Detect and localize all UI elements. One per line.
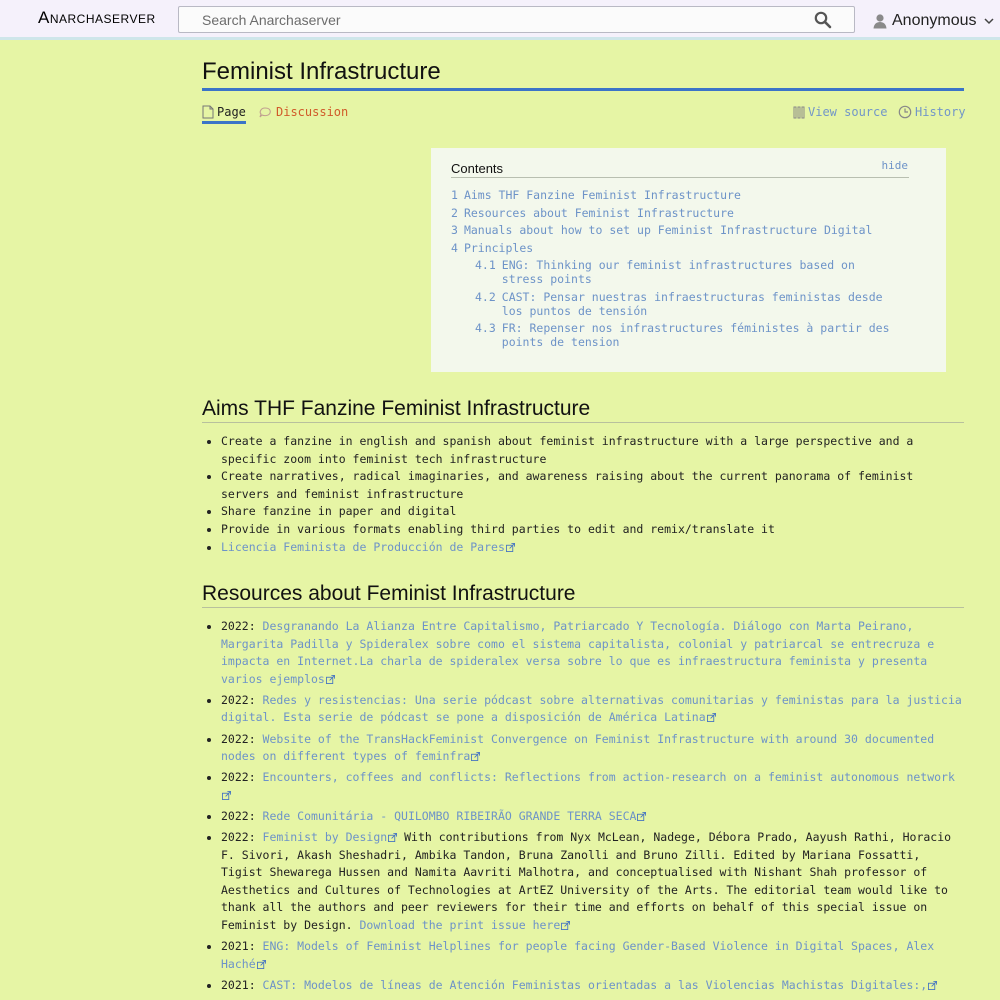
toc-item-label: Aims THF Fanzine Feminist Infrastructure — [463, 188, 741, 202]
user-avatar-icon — [872, 13, 888, 29]
resources-list — [221, 618, 964, 998]
toc-item-label: ENG: Thinking our feminist infrastructures based on stress points — [501, 258, 855, 286]
resource-item — [221, 731, 964, 766]
toc-item-number: 2 — [451, 205, 458, 220]
external-link-icon — [561, 921, 570, 930]
list-item — [221, 539, 964, 557]
toc-divider — [451, 177, 909, 178]
resource-item — [221, 618, 964, 688]
tab-page[interactable] — [202, 102, 246, 124]
tab-discussion[interactable] — [259, 102, 348, 122]
toc-item-label: Manuals about how to set up Feminist Infrastructure Digital — [463, 223, 873, 237]
resource-year: 2022: — [221, 770, 263, 785]
tab-history[interactable] — [898, 102, 966, 122]
resource-link[interactable]: Desgranando La Alianza Entre Capitalismo, Patriarcado Y Tecnología. Diálogo con Marta Peirano, Margarita Padilla y Spideralex sobre como el sistema capitalista, colonial y patriarcal se entrecruza e impacta en Internet.La charla de spideralex versa sobre lo que es infraestructura feminista y presenta varios ejemplos — [221, 619, 935, 686]
clock-icon — [898, 105, 912, 119]
toc-item-number: 4 — [451, 240, 458, 255]
search-icon[interactable] — [814, 11, 832, 29]
aims-list — [221, 433, 964, 556]
resource-year: 2021: — [221, 977, 263, 992]
resource-item — [221, 808, 964, 826]
tab-page-label: Page — [217, 104, 246, 119]
toc-item-number: 4.3 — [475, 321, 496, 335]
section-heading-resources: Resources about Feminist Infrastructure — [202, 582, 964, 608]
page-title: Feminist Infrastructure — [202, 58, 964, 91]
toc-item-label: Resources about Feminist Infrastructure — [463, 205, 734, 220]
resource-year: 2022: — [221, 619, 263, 633]
resource-link[interactable]: CAST: Modelos de líneas de Atención Feministas orientadas a las Violencias Machistas Digitales:, — [262, 977, 928, 992]
resource-link[interactable]: Rede Comunitária - QUILOMBO RIBEIRÃO GRANDE TERRA SECA — [262, 808, 637, 823]
external-link-icon — [471, 752, 480, 761]
toc-item-number: 3 — [451, 223, 458, 237]
search-input[interactable] — [179, 7, 854, 32]
toc-list — [451, 188, 895, 353]
list-item: Provide in various formats enabling third parties to edit and remix/translate it — [221, 521, 964, 539]
resource-link[interactable]: Feminist by Design — [262, 830, 388, 845]
license-link[interactable]: Licencia Feminista de Producción de Pares — [221, 539, 505, 554]
external-link-icon — [637, 812, 646, 821]
toc-title: Contents — [451, 161, 504, 176]
tab-view-source-label: View source — [808, 105, 888, 119]
external-link-icon — [326, 675, 335, 684]
toc-item[interactable] — [475, 290, 895, 318]
tab-view-source[interactable] — [793, 102, 887, 122]
toc-hide-link[interactable]: hide — [881, 159, 908, 172]
resource-year: 2022: — [221, 731, 263, 746]
toc-item-label: CAST: Pensar nuestras infraestructuras feministas desde los puntos de tensión — [501, 289, 883, 318]
resource-link[interactable]: ENG: Models of Feminist Helplines for people facing Gender-Based Violence in Digital Spaces, Alex Haché — [221, 939, 935, 971]
resource-link[interactable]: Website of the TransHackFeminist Convergence on Feminist Infrastructure with around 30 documented nodes on different types of feminfra — [221, 731, 935, 764]
toc-item[interactable] — [451, 223, 895, 237]
toc-item[interactable] — [475, 258, 895, 286]
resource-year: 2021: — [221, 939, 263, 954]
chevron-down-icon — [984, 17, 994, 25]
toc-item[interactable] — [451, 206, 895, 220]
tab-discussion-label: Discussion — [276, 105, 349, 119]
user-label: Anonymous — [892, 12, 977, 29]
discussion-icon — [259, 105, 273, 119]
list-item: Create narratives, radical imaginaries, and awareness raising about the current panorama of feminist servers and feminist infrastructure — [221, 468, 964, 503]
resource-item — [221, 692, 964, 727]
external-link-icon — [506, 543, 515, 552]
site-header — [0, 0, 1000, 40]
toc-item-number: 4.2 — [475, 289, 496, 304]
list-item: Create a fanzine in english and spanish about feminist infrastructure with a large perspective and a specific zoom into feminist tech infrastructure — [221, 433, 964, 468]
external-link-icon — [928, 981, 937, 990]
external-link-icon — [707, 713, 716, 722]
toc-item-number: 4.1 — [475, 258, 496, 272]
resource-item — [221, 769, 964, 804]
external-link-icon — [388, 833, 397, 842]
toc-item[interactable] — [451, 241, 895, 255]
toc-item[interactable] — [451, 188, 895, 202]
page-icon — [202, 105, 214, 119]
table-of-contents — [431, 148, 946, 372]
view-source-icon — [793, 105, 805, 119]
resource-year: 2022: — [221, 830, 263, 845]
section-heading-aims: Aims THF Fanzine Feminist Infrastructure — [202, 397, 964, 423]
toc-item-label: Principles — [463, 240, 534, 255]
toc-item-label: FR: Repenser nos infrastructures féministes à partir des points de tension — [501, 321, 890, 349]
resource-link[interactable]: Redes y resistencias: Una serie pódcast sobre alternativas comunitarias y feministas para la justicia digital. Esta serie de pódcast se pone a disposición de América Latina — [221, 692, 962, 725]
resource-year: 2022: — [221, 692, 263, 707]
download-link[interactable]: Download the print issue here — [359, 918, 561, 932]
list-item: Share fanzine in paper and digital — [221, 503, 964, 521]
resource-item — [221, 938, 964, 973]
search-box — [178, 6, 855, 33]
resource-item — [221, 977, 964, 995]
resource-link[interactable]: Encounters, coffees and conflicts: Reflections from action-research on a feminist autonomous network — [262, 770, 955, 785]
external-link-icon — [257, 960, 266, 969]
tab-history-label: History — [915, 105, 966, 119]
resource-item — [221, 829, 964, 935]
external-link-icon — [222, 791, 231, 800]
resource-description: With contributions from Nyx McLean, Nadege, Débora Prado, Aayush Rathi, Horacio F. Sivori, Akash Sheshadri, Ambika Tandon, Bruna Zanolli and Bruno Zilli. Edited by Mariana Fossatti, Tigist Shewarega Hussen and Namita Aavriti Malhotra, and conceptualised with Nishant Shah professor of Aesthetics and Cultures of Technologies at ArtEZ University of the Arts. The editorial team would like to thank all the authors and peer reviewers for their time and efforts on behalf of this special issue on Feminist by Design. — [221, 830, 952, 932]
toc-item[interactable] — [475, 321, 895, 349]
user-menu[interactable] — [872, 11, 994, 31]
resource-year: 2022: — [221, 808, 263, 823]
site-wordmark[interactable]: Anarchaserver — [38, 8, 156, 27]
toc-item-number: 1 — [451, 188, 458, 202]
